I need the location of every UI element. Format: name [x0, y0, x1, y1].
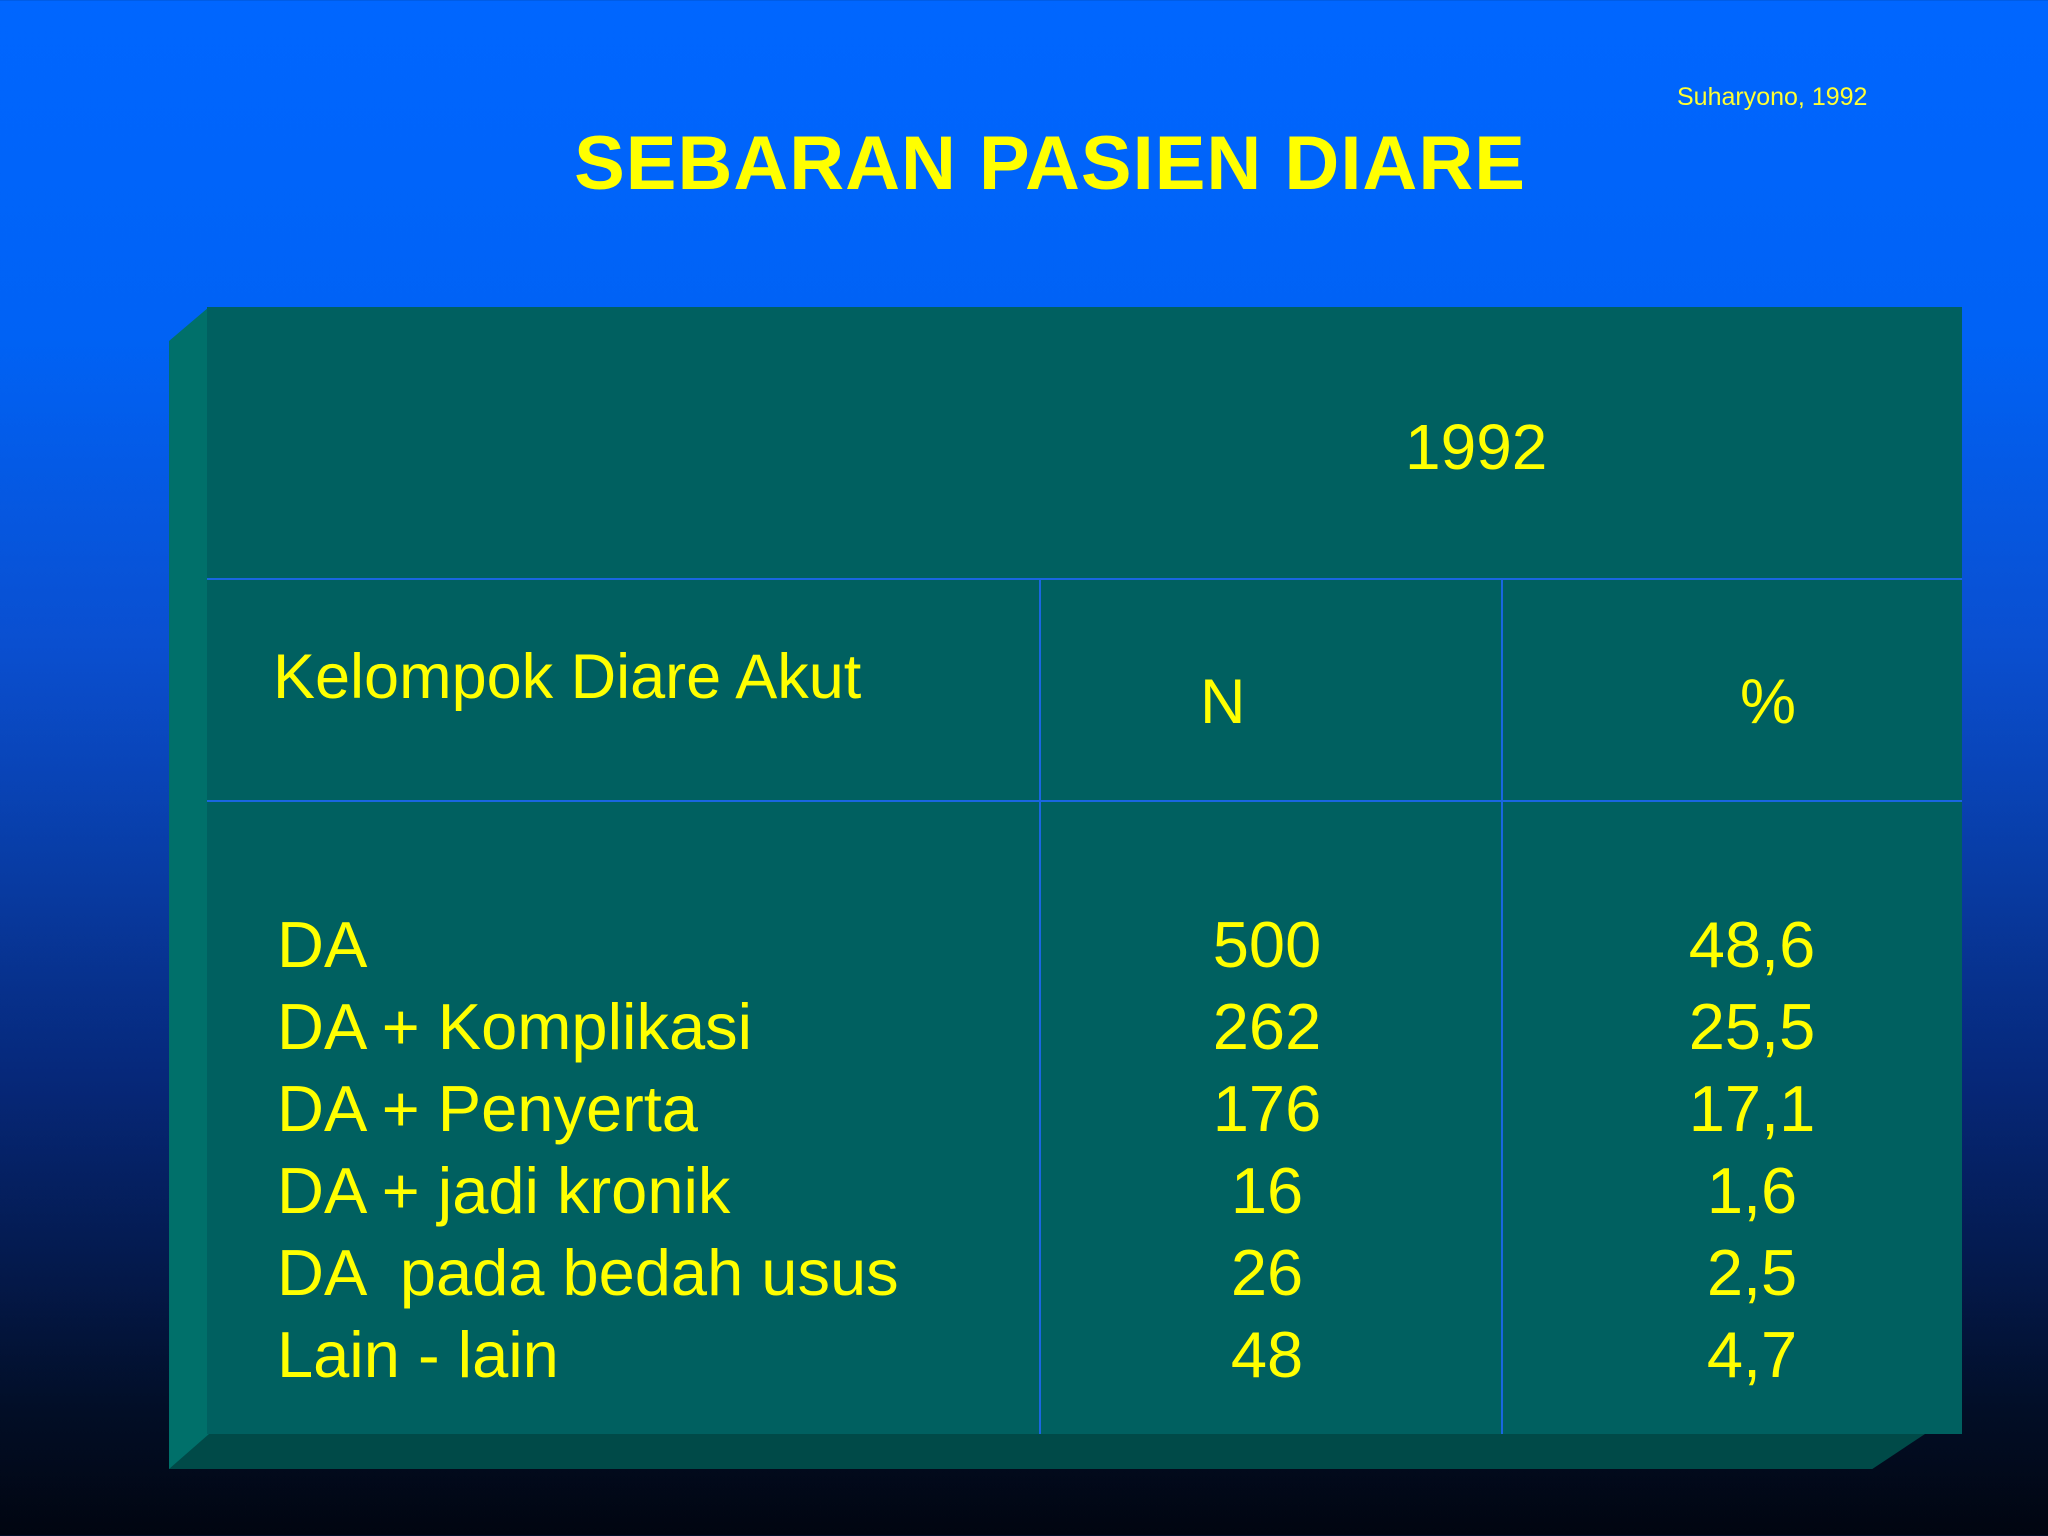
slide-title: SEBARAN PASIEN DIARE — [574, 121, 1526, 206]
table-divider-header — [207, 800, 1962, 802]
table-side-bevel — [169, 307, 209, 1469]
row-count: 26 — [1230, 1236, 1304, 1309]
row-percent: 17,1 — [1688, 1072, 1816, 1145]
row-percent: 2,5 — [1706, 1236, 1798, 1309]
row-label: Lain - lain — [277, 1318, 559, 1391]
table-row — [277, 1318, 1917, 1404]
table-row — [277, 1072, 1917, 1158]
row-label: DA + Komplikasi — [277, 990, 753, 1063]
row-count: 16 — [1230, 1154, 1304, 1227]
row-count: 48 — [1230, 1318, 1304, 1391]
row-count: 262 — [1212, 990, 1322, 1063]
row-label: DA — [277, 908, 368, 981]
table-row — [277, 1154, 1917, 1240]
row-percent: 25,5 — [1688, 990, 1816, 1063]
table-row — [277, 990, 1917, 1076]
row-percent: 48,6 — [1688, 908, 1816, 981]
table-body — [277, 908, 1917, 1404]
year-header: 1992 — [1405, 411, 1548, 483]
row-label: DA pada bedah usus — [277, 1236, 899, 1309]
table-divider-top — [207, 578, 1962, 580]
row-percent: 1,6 — [1706, 1154, 1798, 1227]
source-credit: Suharyono, 1992 — [1677, 83, 1868, 111]
row-label: DA + jadi kronik — [277, 1154, 731, 1227]
column-header-n: N — [1200, 667, 1246, 737]
row-count: 500 — [1212, 908, 1322, 981]
table-row — [277, 908, 1917, 994]
row-percent: 4,7 — [1706, 1318, 1798, 1391]
column-header-percent: % — [1740, 667, 1797, 737]
table-bottom-bevel — [169, 1434, 1925, 1469]
table-row — [277, 1236, 1917, 1322]
row-count: 176 — [1212, 1072, 1322, 1145]
column-header-group: Kelompok Diare Akut — [273, 642, 862, 712]
row-label: DA + Penyerta — [277, 1072, 698, 1145]
